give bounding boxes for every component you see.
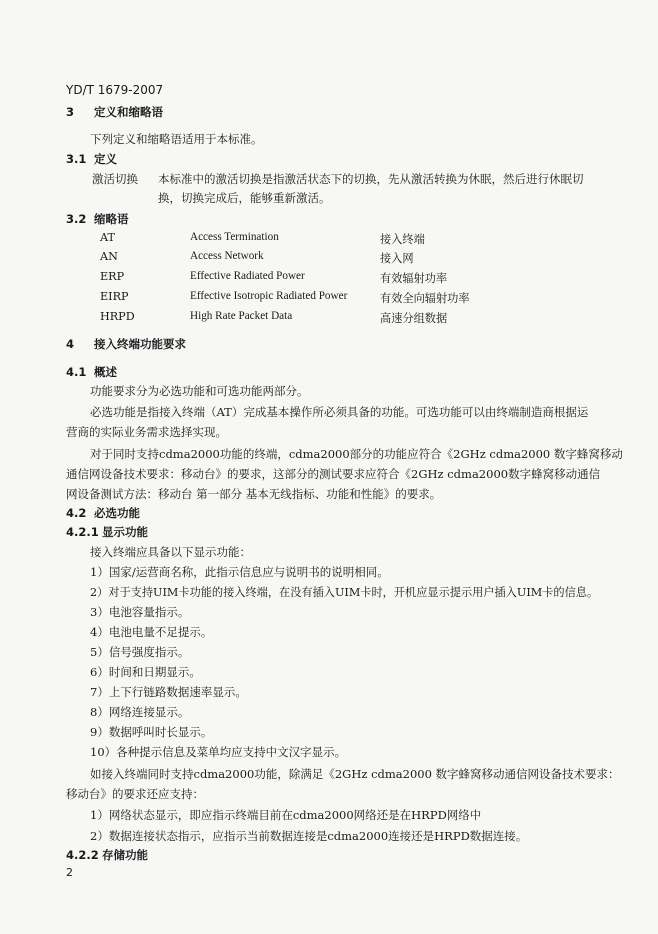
overview-para3-line3: 网设备测试方法：移动台 第一部分 基本无线指标、功能和性能》的要求。 bbox=[66, 487, 442, 501]
cdma-para-line1: 如接入终端同时支持cdma2000功能，除满足《2GHz cdma2000 数字蜂窝移动通信网设备技术要求： bbox=[90, 767, 620, 781]
abbr-chinese: 接入终端 bbox=[380, 233, 425, 246]
section-title: 缩略语 bbox=[94, 212, 129, 226]
abbr: AT bbox=[100, 231, 115, 244]
section-number: 4 bbox=[66, 337, 75, 351]
list-item: 2）数据连接状态指示，应指示当前数据连接是cdma2000连接还是HRPD数据连接。 bbox=[90, 829, 528, 843]
standard-id: YD/T 1679-2007 bbox=[66, 83, 164, 97]
list-item: 5）信号强度指示。 bbox=[90, 645, 190, 659]
list-item: 8）网络连接显示。 bbox=[90, 705, 190, 719]
section-4-heading bbox=[66, 336, 186, 352]
section-4-2-1-heading bbox=[66, 524, 148, 540]
section-number: 4.1 bbox=[66, 365, 87, 379]
section-title: 显示功能 bbox=[102, 525, 148, 539]
section-title: 定义 bbox=[94, 152, 117, 166]
display-intro: 接入终端应具备以下显示功能： bbox=[90, 545, 251, 559]
section-4-1-heading bbox=[66, 364, 117, 380]
list-item: 6）时间和日期显示。 bbox=[90, 665, 201, 679]
cdma-para-line2: 移动台》的要求还应支持： bbox=[66, 787, 204, 801]
definition-text-line1: 本标准中的激活切换是指激活状态下的切换，先从激活转换为休眠，然后进行休眠切 bbox=[158, 172, 584, 186]
abbr-english: High Rate Packet Data bbox=[190, 310, 293, 322]
section-3-heading bbox=[66, 104, 163, 120]
list-item: 1）网络状态显示，即应指示终端目前在cdma2000网络还是在HRPD网络中 bbox=[90, 808, 482, 822]
abbr-chinese: 接入网 bbox=[380, 252, 414, 265]
abbr-english: Effective Isotropic Radiated Power bbox=[190, 290, 348, 302]
list-item: 4）电池电量不足提示。 bbox=[90, 625, 213, 639]
overview-para2-line1: 必选功能是指接入终端（AT）完成基本操作所必须具备的功能。可选功能可以由终端制造商根据运 bbox=[90, 405, 589, 419]
abbr-english: Access Termination bbox=[190, 231, 279, 243]
section-4-2-2-heading bbox=[66, 847, 148, 863]
section-number: 3.1 bbox=[66, 152, 87, 166]
list-item: 2）对于支持UIM卡功能的接入终端，在没有插入UIM卡时，开机应显示提示用户插入UIM卡的信息。 bbox=[90, 586, 599, 599]
section-title: 定义和缩略语 bbox=[94, 105, 163, 119]
abbr: ERP bbox=[100, 270, 125, 283]
section-3-intro: 下列定义和缩略语适用于本标准。 bbox=[90, 132, 263, 146]
abbr-english: Access Network bbox=[190, 250, 264, 262]
section-number: 3.2 bbox=[66, 212, 87, 226]
list-item: 1）国家/运营商名称，此指示信息应与说明书的说明相同。 bbox=[90, 565, 389, 579]
abbr-chinese: 高速分组数据 bbox=[380, 312, 448, 325]
abbr-chinese: 有效辐射功率 bbox=[380, 272, 448, 285]
definition-term: 激活切换 bbox=[92, 172, 138, 186]
abbr: HRPD bbox=[100, 310, 135, 323]
section-3-1-heading bbox=[66, 151, 117, 167]
section-3-2-heading bbox=[66, 211, 129, 227]
list-item: 10）各种提示信息及菜单均应支持中文汉字显示。 bbox=[90, 745, 347, 759]
section-number: 3 bbox=[66, 105, 75, 119]
overview-para3-line1: 对于同时支持cdma2000功能的终端，cdma2000部分的功能应符合《2GHz cdma2000 数字蜂窝移动 bbox=[90, 447, 623, 461]
section-title: 存储功能 bbox=[102, 848, 148, 862]
page-number: 2 bbox=[66, 866, 73, 879]
overview-para2-line2: 营商的实际业务需求选择实现。 bbox=[66, 425, 227, 439]
abbr-english: Effective Radiated Power bbox=[190, 270, 305, 282]
abbr: AN bbox=[100, 250, 118, 263]
list-item: 9）数据呼叫时长显示。 bbox=[90, 725, 213, 739]
abbr-chinese: 有效全向辐射功率 bbox=[380, 292, 470, 305]
section-number: 4.2 bbox=[66, 506, 87, 520]
overview-para3-line2: 通信网设备技术要求：移动台》的要求，这部分的测试要求应符合《2GHz cdma2000数字蜂窝移动通信 bbox=[66, 467, 601, 481]
section-title: 接入终端功能要求 bbox=[94, 337, 186, 351]
section-4-2-heading bbox=[66, 505, 140, 521]
abbr: EIRP bbox=[100, 290, 129, 303]
list-item: 7）上下行链路数据速率显示。 bbox=[90, 685, 247, 699]
section-title: 必选功能 bbox=[94, 506, 140, 520]
overview-para1: 功能要求分为必选功能和可选功能两部分。 bbox=[90, 384, 309, 398]
definition-text-line2: 换，切换完成后，能够重新激活。 bbox=[158, 191, 331, 205]
section-number: 4.2.2 bbox=[66, 848, 99, 862]
section-title: 概述 bbox=[94, 365, 117, 379]
list-item: 3）电池容量指示。 bbox=[90, 605, 190, 619]
section-number: 4.2.1 bbox=[66, 525, 99, 539]
